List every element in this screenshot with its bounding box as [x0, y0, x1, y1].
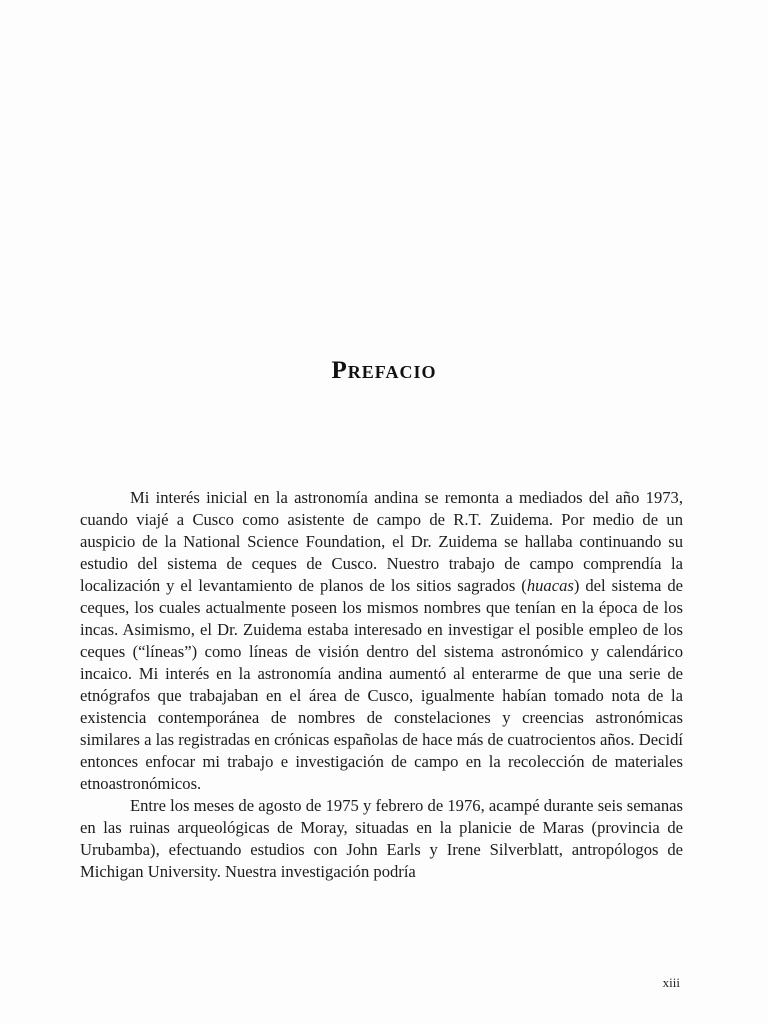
body-text — [80, 487, 683, 883]
page-number: xiii — [662, 975, 680, 990]
paragraph-1 — [80, 487, 683, 795]
paragraph-1-segment-2-italic: huacas — [526, 576, 574, 595]
paragraph-2-segment-1: Entre los meses de agosto de 1975 y febrero de 1976, acampé durante seis semanas en las ruinas arqueológicas de Moray, situadas en la planicie de Maras (provincia de Urubamba), efectuando estudios con John Earls y Irene Silverblatt, antropólogos de Michigan University. Nuestra investigación podría — [80, 796, 683, 881]
chapter-title: Prefacio — [331, 356, 437, 384]
paragraph-2 — [80, 795, 683, 883]
paragraph-1-segment-1: Mi interés inicial en la astronomía andina se remonta a mediados del año 1973, cuando viajé a Cusco como asistente de campo de R.T. Zuidema. Por medio de un auspicio de la National Science Foundation, el Dr. Zuidema se hallaba continuando su estudio del sistema de ceques de Cusco. Nuestro trabajo de campo comprendía la localización y el levantamiento de planos de los sitios sagrados ( — [80, 488, 683, 595]
paragraph-1-segment-3: ) del sistema de ceques, los cuales actualmente poseen los mismos nombres que tenían en la época de los incas. Asimismo, el Dr. Zuidema estaba interesado en investigar el posible empleo de los ceques (“líneas”) como líneas de visión dentro del sistema astronómico y calendárico incaico. Mi interés en la astronomía andina aumentó al enterarme de que una serie de etnógrafos que trabajaban en el área de Cusco, igualmente habían tomado nota de la existencia contemporánea de nombres de constelaciones y creencias astronómicas similares a las registradas en crónicas españolas de hace más de cuatrocientos años. Decidí entonces enfocar mi trabajo e investigación de campo en la recolección de materiales etnoastronómicos. — [80, 576, 683, 793]
